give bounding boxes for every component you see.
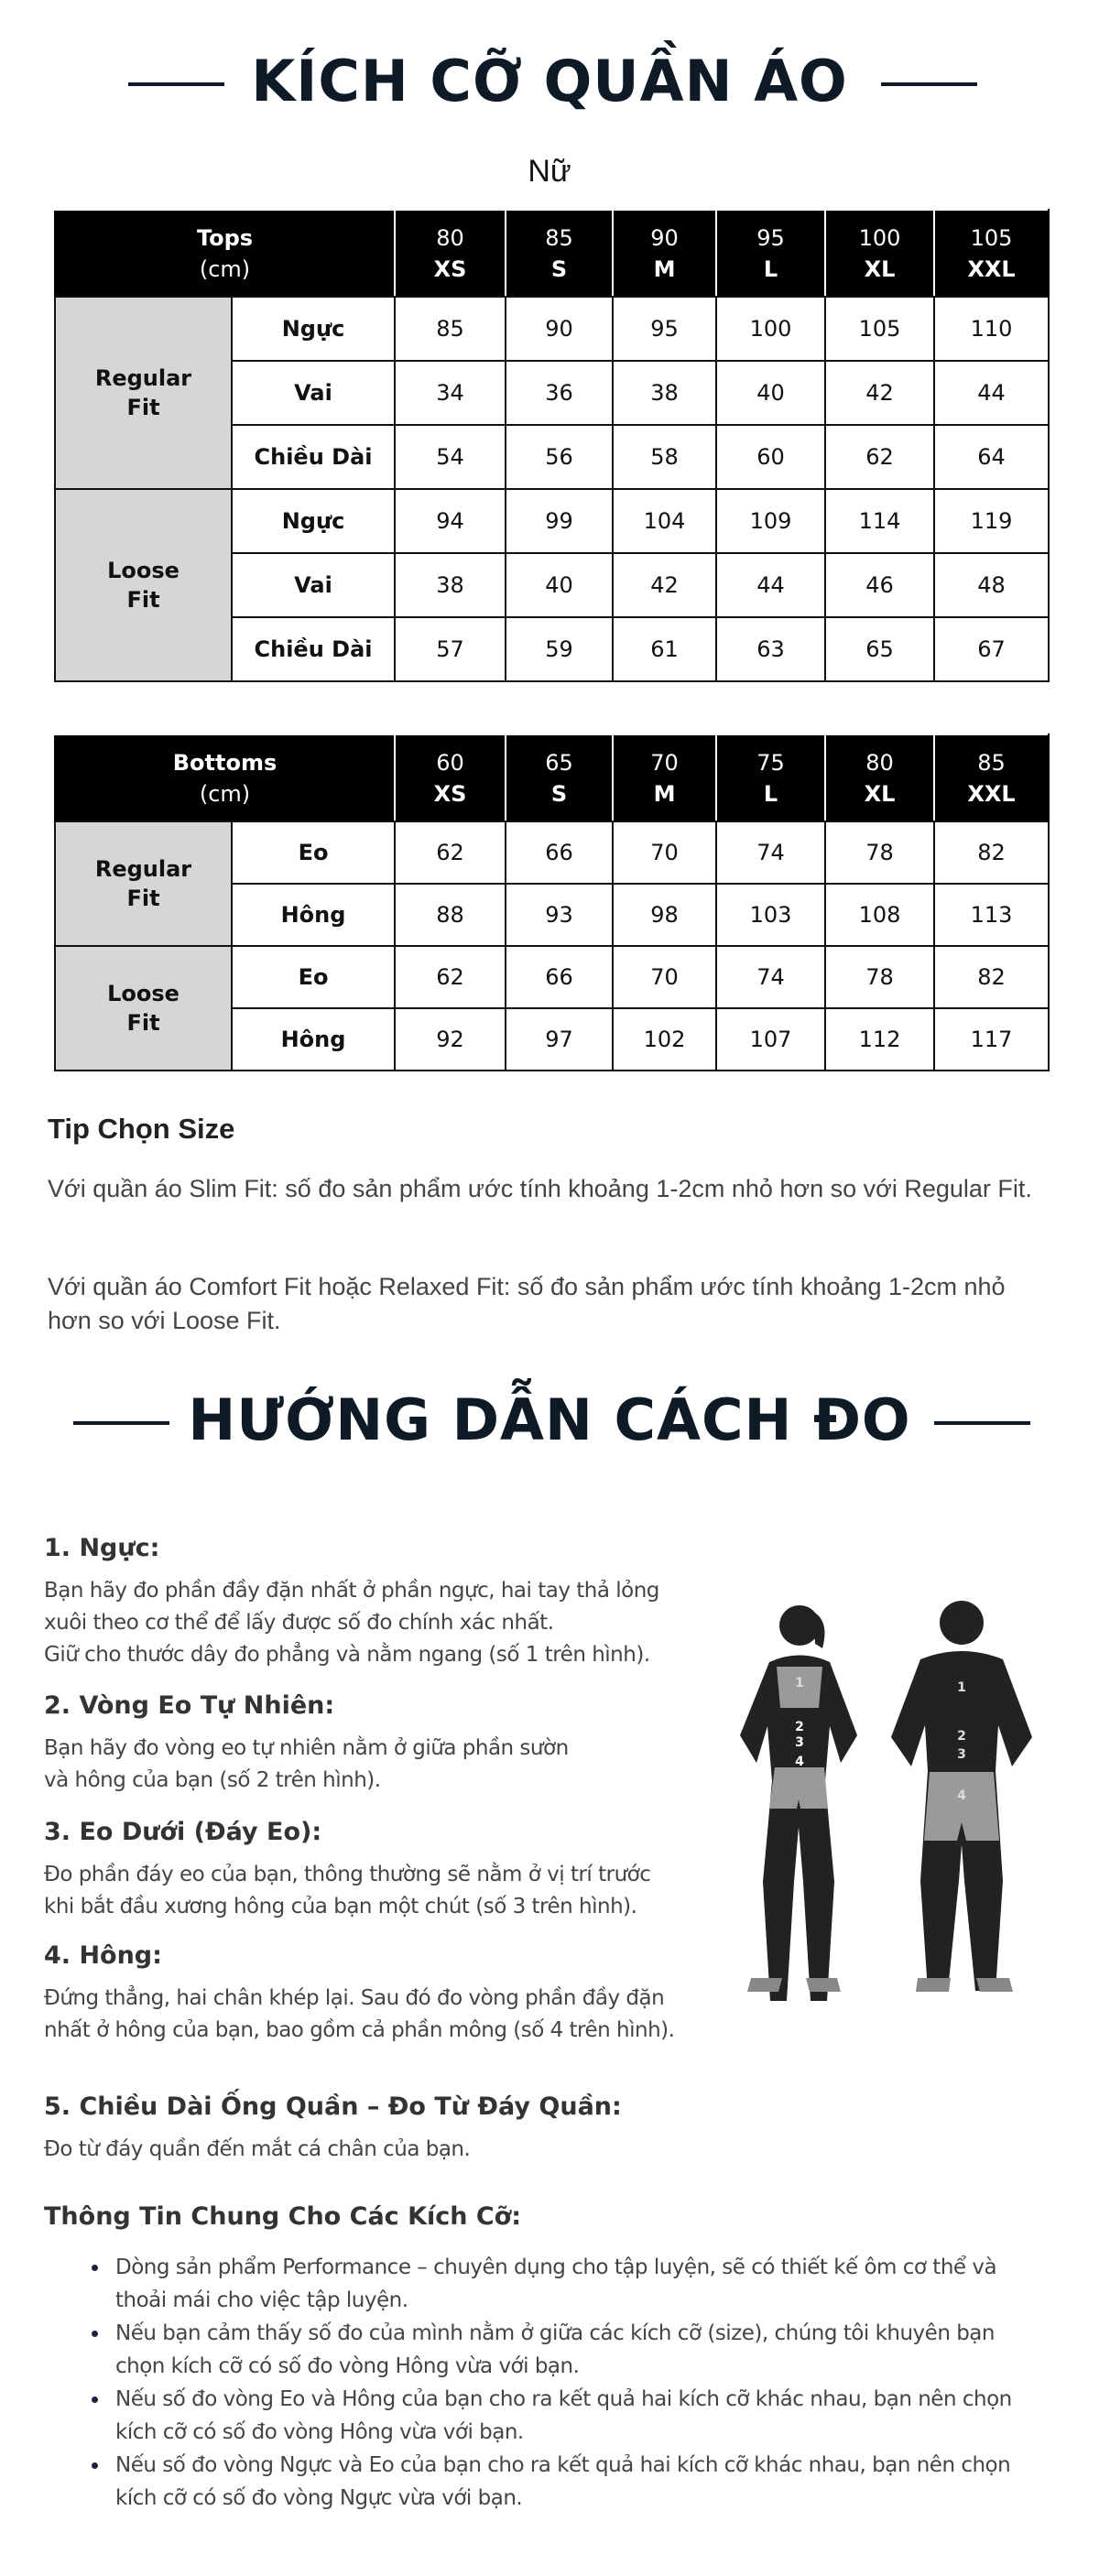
guide-item-text: Bạn hãy đo vòng eo tự nhiên nằm ở giữa phần sườn bbox=[44, 1736, 569, 1760]
figure-label: 4 bbox=[795, 1755, 804, 1769]
figure-label: 3 bbox=[957, 1747, 966, 1762]
measurement-value: 90 bbox=[506, 297, 613, 361]
size-number: 90 bbox=[650, 224, 679, 251]
measurement-value: 107 bbox=[716, 1008, 825, 1071]
measurement-value: 34 bbox=[395, 361, 506, 425]
measurement-value: 119 bbox=[934, 489, 1049, 553]
measurement-value: 103 bbox=[716, 884, 825, 946]
measurement-value: 74 bbox=[716, 821, 825, 884]
measurement-value: 82 bbox=[934, 946, 1049, 1008]
size-code: XXL bbox=[967, 780, 1016, 807]
size-number: 85 bbox=[545, 224, 573, 251]
guide-rule-right bbox=[934, 1421, 1030, 1425]
fit-text: Loose bbox=[107, 981, 180, 1006]
fit-text: Loose bbox=[107, 558, 180, 583]
measurement-value: 74 bbox=[716, 946, 825, 1008]
table-row bbox=[55, 489, 1049, 553]
guide-item-text: Bạn hãy đo phần đầy đặn nhất ở phần ngực, hai tay thả lỏng bbox=[44, 1579, 659, 1603]
guide-item-title: 5. Chiều Dài Ống Quần – Đo Từ Đáy Quần: bbox=[44, 2092, 622, 2121]
measurement-label: Ngực bbox=[232, 489, 395, 553]
guide-item-text: Giữ cho thước dây đo phẳng và nằm ngang (số 1 trên hình). bbox=[44, 1643, 650, 1667]
measurement-value: 85 bbox=[395, 297, 506, 361]
measurement-value: 105 bbox=[825, 297, 934, 361]
measurement-value: 64 bbox=[934, 425, 1049, 489]
general-info-item: • Nếu số đo vòng Eo và Hông của bạn cho ra kết quả hai kích cỡ khác nhau, bạn nên chọn kích cỡ có số đo vòng Hông vừa với bạn. bbox=[110, 2383, 1044, 2449]
measurement-value: 104 bbox=[613, 489, 716, 553]
header-text: Bottoms bbox=[172, 749, 277, 776]
table-row bbox=[55, 297, 1049, 361]
size-code: XL bbox=[864, 780, 896, 807]
size-code: L bbox=[763, 780, 778, 807]
measurement-value: 117 bbox=[934, 1008, 1049, 1071]
measurement-value: 62 bbox=[395, 946, 506, 1008]
measurement-value: 58 bbox=[613, 425, 716, 489]
size-header bbox=[716, 734, 825, 821]
measurement-value: 92 bbox=[395, 1008, 506, 1071]
measurement-value: 112 bbox=[825, 1008, 934, 1071]
measurement-label: Hông bbox=[232, 1008, 395, 1071]
header-text: Tops bbox=[196, 224, 254, 251]
tip-paragraph: Với quần áo Slim Fit: số đo sản phẩm ước tính khoảng 1-2cm nhỏ hơn so với Regular Fit. bbox=[48, 1175, 1032, 1202]
measurement-value: 88 bbox=[395, 884, 506, 946]
measurement-value: 40 bbox=[716, 361, 825, 425]
table-row bbox=[55, 821, 1049, 884]
figure-label: 2 bbox=[795, 1720, 804, 1734]
measurement-value: 36 bbox=[506, 361, 613, 425]
measurement-value: 67 bbox=[934, 617, 1049, 681]
measurement-value: 97 bbox=[506, 1008, 613, 1071]
title-rule-right bbox=[881, 82, 977, 86]
size-code: XS bbox=[433, 255, 467, 282]
measurement-value: 46 bbox=[825, 553, 934, 617]
general-info-item: • Dòng sản phẩm Performance – chuyên dụng cho tập luyện, sẽ có thiết kế ôm cơ thể và thoải mái cho việc tập luyện. bbox=[110, 2251, 1044, 2317]
guide-item-title: 1. Ngực: bbox=[44, 1534, 160, 1562]
header-text: (cm) bbox=[199, 780, 251, 807]
general-info-item: • Nếu số đo vòng Ngực và Eo của bạn cho ra kết quả hai kích cỡ khác nhau, bạn nên chọn kích cỡ có số đo vòng Ngực vừa với bạn. bbox=[110, 2449, 1044, 2515]
guide-item-text: xuôi theo cơ thể để lấy được số đo chính xác nhất. bbox=[44, 1611, 554, 1635]
measurement-value: 59 bbox=[506, 617, 613, 681]
fit-text: Fit bbox=[126, 1010, 160, 1036]
measurement-value: 109 bbox=[716, 489, 825, 553]
size-header bbox=[934, 734, 1049, 821]
measurement-label: Chiều Dài bbox=[232, 425, 395, 489]
measurement-value: 62 bbox=[395, 821, 506, 884]
measurement-value: 102 bbox=[613, 1008, 716, 1071]
size-code: S bbox=[550, 780, 568, 807]
page-title: KÍCH CỠ QUẦN ÁO bbox=[251, 48, 848, 114]
size-header bbox=[613, 210, 716, 297]
measurement-value: 60 bbox=[716, 425, 825, 489]
measurement-value: 65 bbox=[825, 617, 934, 681]
measurement-value: 54 bbox=[395, 425, 506, 489]
female-silhouette bbox=[740, 1605, 857, 2001]
measurement-value: 61 bbox=[613, 617, 716, 681]
measurement-label: Vai bbox=[232, 553, 395, 617]
table-row bbox=[55, 946, 1049, 1008]
figure-label: 4 bbox=[957, 1788, 966, 1803]
measurement-value: 99 bbox=[506, 489, 613, 553]
size-header bbox=[506, 734, 613, 821]
size-number: 60 bbox=[436, 749, 464, 776]
size-number: 85 bbox=[977, 749, 1006, 776]
measurement-value: 78 bbox=[825, 821, 934, 884]
figure-label: 2 bbox=[957, 1729, 966, 1744]
figure-label: 1 bbox=[795, 1676, 804, 1690]
size-header bbox=[395, 734, 506, 821]
measurement-value: 70 bbox=[613, 821, 716, 884]
size-code: M bbox=[653, 255, 676, 282]
header-text: (cm) bbox=[199, 255, 251, 282]
measurement-value: 78 bbox=[825, 946, 934, 1008]
size-code: XL bbox=[864, 255, 896, 282]
measurement-value: 100 bbox=[716, 297, 825, 361]
measurement-value: 57 bbox=[395, 617, 506, 681]
guide-item-text: và hông của bạn (số 2 trên hình). bbox=[44, 1768, 381, 1792]
measurement-value: 66 bbox=[506, 821, 613, 884]
measurement-label: Eo bbox=[232, 821, 395, 884]
measurement-value: 44 bbox=[934, 361, 1049, 425]
table-category-header bbox=[55, 734, 395, 821]
tip-title: Tip Chọn Size bbox=[48, 1113, 235, 1145]
guide-item-text: Đo từ đáy quần đến mắt cá chân của bạn. bbox=[44, 2137, 471, 2161]
size-header bbox=[395, 210, 506, 297]
size-number: 70 bbox=[650, 749, 679, 776]
size-code: S bbox=[550, 255, 568, 282]
general-info-title: Thông Tin Chung Cho Các Kích Cỡ: bbox=[44, 2202, 522, 2231]
general-info-list bbox=[82, 2251, 1044, 2515]
measurement-value: 70 bbox=[613, 946, 716, 1008]
guide-item-title: 4. Hông: bbox=[44, 1941, 162, 1970]
fit-label bbox=[55, 489, 232, 681]
size-code: XS bbox=[433, 780, 467, 807]
measurement-value: 40 bbox=[506, 553, 613, 617]
size-code: XXL bbox=[967, 255, 1016, 282]
measurement-value: 62 bbox=[825, 425, 934, 489]
guide-item-text: nhất ở hông của bạn, bao gồm cả phần mông (số 4 trên hình). bbox=[44, 2018, 675, 2042]
fit-text: Fit bbox=[126, 886, 160, 911]
size-number: 95 bbox=[756, 224, 785, 251]
guide-title: HƯỚNG DẪN CÁCH ĐO bbox=[188, 1386, 911, 1453]
fit-label bbox=[55, 297, 232, 489]
size-header bbox=[716, 210, 825, 297]
measurement-value: 108 bbox=[825, 884, 934, 946]
table-category-header bbox=[55, 210, 395, 297]
gender-label: Nữ bbox=[528, 154, 571, 189]
size-number: 100 bbox=[858, 224, 901, 251]
size-code: L bbox=[763, 255, 778, 282]
fit-label bbox=[55, 821, 232, 946]
size-header bbox=[825, 210, 934, 297]
guide-item-title: 2. Vòng Eo Tự Nhiên: bbox=[44, 1691, 335, 1720]
fit-text: Fit bbox=[126, 587, 160, 613]
guide-item-text: Đứng thẳng, hai chân khép lại. Sau đó đo vòng phần đầy đặn bbox=[44, 1986, 665, 2010]
measurement-value: 56 bbox=[506, 425, 613, 489]
size-number: 80 bbox=[865, 749, 894, 776]
measurement-value: 63 bbox=[716, 617, 825, 681]
measurement-value: 110 bbox=[934, 297, 1049, 361]
guide-item-text: khi bắt đầu xương hông của bạn một chút (số 3 trên hình). bbox=[44, 1895, 637, 1918]
measurement-value: 66 bbox=[506, 946, 613, 1008]
tip-paragraph: Với quần áo Comfort Fit hoặc Relaxed Fit: số đo sản phẩm ước tính khoảng 1-2cm nhỏ hơn so với Loose Fit. bbox=[48, 1273, 1006, 1334]
size-header bbox=[506, 210, 613, 297]
size-number: 105 bbox=[970, 224, 1013, 251]
size-header bbox=[613, 734, 716, 821]
size-number: 65 bbox=[545, 749, 573, 776]
fit-text: Regular bbox=[94, 856, 192, 882]
measurement-value: 38 bbox=[613, 361, 716, 425]
measurement-value: 113 bbox=[934, 884, 1049, 946]
measurement-value: 95 bbox=[613, 297, 716, 361]
size-number: 80 bbox=[436, 224, 464, 251]
size-header bbox=[934, 210, 1049, 297]
measurement-label: Ngực bbox=[232, 297, 395, 361]
measurement-value: 44 bbox=[716, 553, 825, 617]
figure-label: 3 bbox=[795, 1735, 804, 1750]
size-number: 75 bbox=[756, 749, 785, 776]
measurement-label: Hông bbox=[232, 884, 395, 946]
general-info-item: • Nếu bạn cảm thấy số đo của mình nằm ở giữa các kích cỡ (size), chúng tôi khuyên bạn chọn kích cỡ có số đo vòng Hông vừa với bạn. bbox=[110, 2317, 1044, 2383]
guide-item-title: 3. Eo Dưới (Đáy Eo): bbox=[44, 1818, 322, 1846]
fit-text: Fit bbox=[126, 395, 160, 420]
measurement-value: 48 bbox=[934, 553, 1049, 617]
header-row bbox=[55, 210, 1049, 297]
measurement-value: 38 bbox=[395, 553, 506, 617]
size-header bbox=[825, 734, 934, 821]
measurement-value: 93 bbox=[506, 884, 613, 946]
measurement-value: 98 bbox=[613, 884, 716, 946]
guide-item-text: Đo phần đáy eo của bạn, thông thường sẽ nằm ở vị trí trước bbox=[44, 1863, 651, 1886]
figure-label: 1 bbox=[957, 1680, 966, 1695]
measurement-value: 114 bbox=[825, 489, 934, 553]
fit-text: Regular bbox=[94, 365, 192, 391]
measurement-label: Eo bbox=[232, 946, 395, 1008]
measurement-value: 42 bbox=[825, 361, 934, 425]
measurement-label: Chiều Dài bbox=[232, 617, 395, 681]
fit-label bbox=[55, 946, 232, 1071]
measurement-value: 94 bbox=[395, 489, 506, 553]
body-measurement-figure bbox=[714, 1593, 1062, 2005]
bottoms-size-table bbox=[54, 734, 1050, 1071]
tops-size-table bbox=[54, 209, 1050, 682]
measurement-value: 42 bbox=[613, 553, 716, 617]
header-row bbox=[55, 734, 1049, 821]
measurement-value: 82 bbox=[934, 821, 1049, 884]
measurement-label: Vai bbox=[232, 361, 395, 425]
size-code: M bbox=[653, 780, 676, 807]
